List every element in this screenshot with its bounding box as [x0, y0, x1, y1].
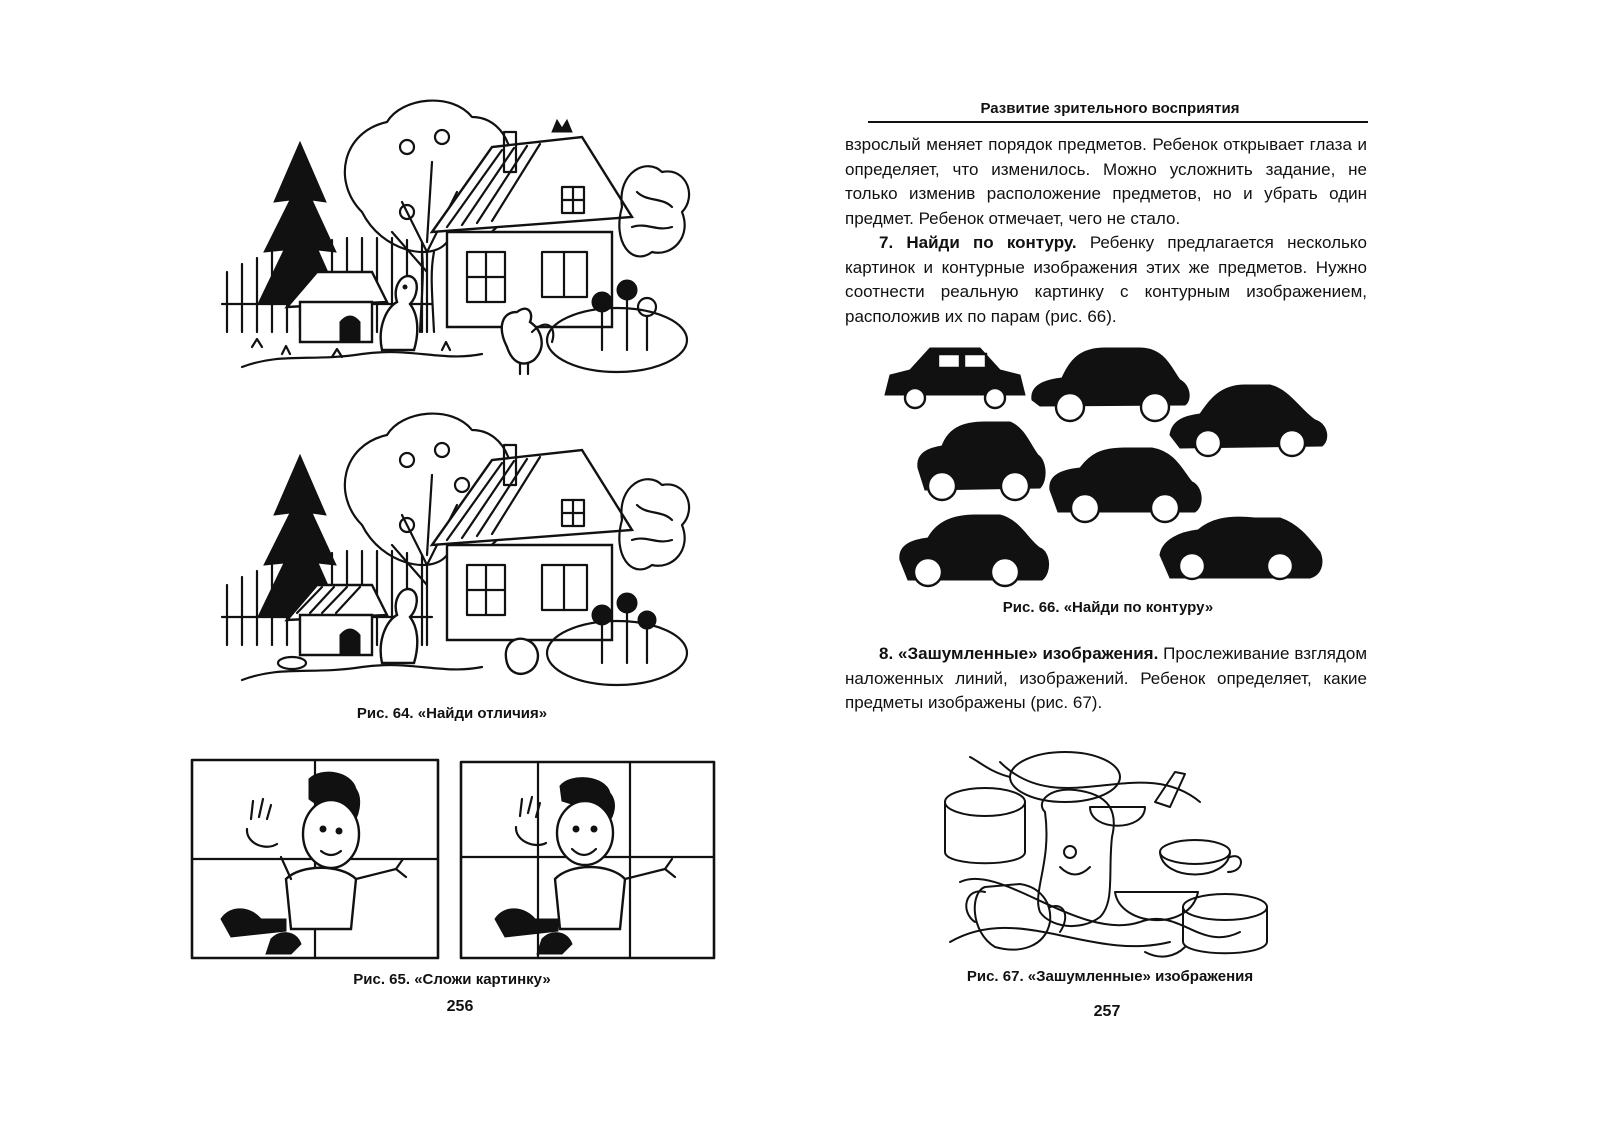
running-head: Развитие зрительного восприятия — [980, 100, 1240, 117]
figure-64-scene-bottom — [222, 405, 692, 690]
right-page-number: 257 — [1093, 1003, 1121, 1020]
cup — [1090, 807, 1145, 826]
figure-64-caption: Рис. 64. «Найди отличия» — [356, 705, 548, 722]
car-silhouette-3 — [918, 422, 1045, 500]
section-8-title: 8. «Зашумленные» изображения. — [879, 644, 1159, 663]
frying-pan — [1010, 752, 1120, 802]
car-silhouette-2 — [1170, 385, 1327, 456]
grass — [242, 339, 482, 367]
section-7 — [845, 231, 1367, 329]
figure-65-puzzle-right — [460, 761, 715, 959]
figure-67-caption: Рис. 67. «Зашумленные» изображения — [966, 968, 1254, 985]
figure-66-cars — [880, 340, 1350, 595]
car-silhouette-1 — [1032, 348, 1189, 421]
figure-65-puzzle-left — [191, 759, 439, 959]
left-page-number: 256 — [446, 998, 474, 1015]
car-realistic — [885, 348, 1025, 408]
figure-64-scene-top — [222, 92, 692, 377]
section-7-title: 7. Найди по контуру. — [879, 233, 1077, 252]
dog — [381, 276, 418, 350]
car-silhouette-5 — [900, 515, 1049, 586]
figure-65-caption: Рис. 65. «Сложи картинку» — [353, 971, 551, 988]
boy-figure — [221, 772, 406, 954]
figure-66-caption: Рис. 66. «Найди по контуру» — [1002, 599, 1214, 616]
paragraph-1: взрослый меняет порядок предметов. Ребенок открывает глаза и определяет, что изменилось. Можно усложнить задание, не только изменив расположение предметов, но и убрать один предмет. Ребенок отмечает, чего не стало. — [845, 135, 1367, 228]
car-silhouette-4 — [1050, 448, 1201, 522]
cup-2 — [1160, 840, 1230, 864]
chick — [506, 639, 538, 674]
section-8-text: Прослеживание взглядом наложенных линий, изображений. Ребенок определяет, какие предметы изображены (рис. 67). — [845, 644, 1368, 712]
section-7-text: Ребенку предлагается несколько картинок и контурные изображения этих же предметов. Нужно соотнести реальную картинку с контурным изображением, расположив их по парам (рис. 66). — [845, 233, 1367, 326]
section-8 — [845, 642, 1367, 716]
header-rule — [868, 121, 1368, 123]
bowl — [1115, 892, 1198, 920]
car-silhouette-6 — [1160, 517, 1322, 579]
figure-67-noisy-images — [940, 742, 1280, 962]
text-block-bottom — [845, 642, 1367, 716]
pot — [945, 788, 1025, 816]
boy-figure — [495, 778, 675, 954]
grass — [242, 657, 482, 680]
dog — [381, 589, 418, 663]
text-block-top — [845, 133, 1367, 329]
